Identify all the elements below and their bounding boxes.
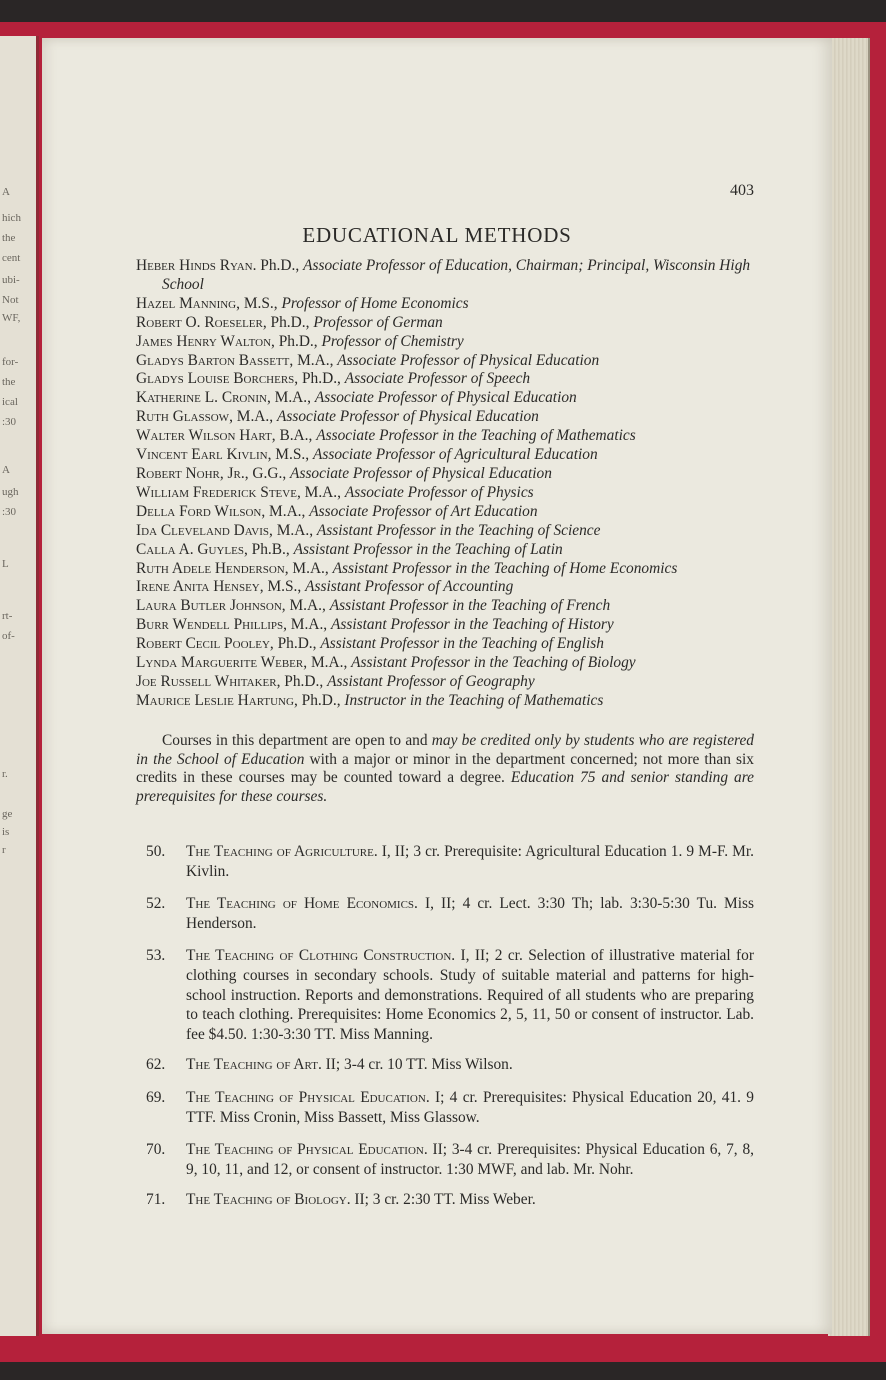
faculty-entry (136, 616, 764, 635)
faculty-title: Assistant Professor in the Teaching of Latin (293, 540, 563, 558)
faculty-name: Katherine L. Cronin (136, 389, 267, 407)
faculty-list (136, 257, 764, 711)
faculty-title: Associate Professor of Physical Education (290, 464, 552, 482)
course-entry (146, 842, 754, 881)
faculty-title: Assistant Professor in the Teaching of Home Economics (332, 559, 678, 577)
course-number: 52. (146, 895, 166, 913)
faculty-degree: , M.A., (269, 521, 314, 539)
faculty-name: James Henry Walton (136, 332, 272, 350)
faculty-entry (136, 503, 764, 522)
faculty-degree: , M.S., (267, 446, 310, 464)
section-title: EDUCATIONAL METHODS (302, 223, 572, 247)
faculty-name: William Frederick Steve (136, 483, 297, 501)
faculty-name: Robert O. Roeseler (136, 313, 263, 331)
faculty-title: Assistant Professor in the Teaching of History (331, 616, 614, 634)
course-entry (146, 1140, 754, 1179)
faculty-title: Associate Professor in the Teaching of Mathematics (316, 427, 636, 445)
previous-page-text: WF, (2, 312, 21, 324)
faculty-title: Assistant Professor in the Teaching of Science (316, 521, 601, 539)
faculty-title: Professor of Home Economics (281, 294, 469, 312)
previous-page-text: the (2, 376, 16, 388)
course-details: II; 3 cr. 2:30 TT. Miss Weber. (350, 1191, 536, 1209)
course-number: 62. (146, 1056, 166, 1074)
previous-page-text: for- (2, 356, 19, 368)
faculty-name: Gladys Barton Bassett (136, 351, 290, 369)
course-entry (146, 1055, 754, 1075)
faculty-title: Associate Professor of Physical Education (314, 389, 577, 407)
faculty-entry (136, 578, 764, 597)
faculty-degree: , M.A., (303, 654, 348, 672)
note-text: Courses in this department are open to and (162, 732, 432, 749)
book-page (42, 38, 832, 1334)
course-title: The Teaching of Biology. (186, 1191, 351, 1209)
faculty-entry (136, 692, 764, 711)
faculty-name: Vincent Earl Kivlin (136, 446, 268, 464)
course-entry (146, 894, 754, 933)
faculty-name: Robert Cecil Pooley (136, 635, 270, 653)
faculty-degree: , Ph.D., (271, 332, 318, 350)
course-number: 50. (146, 843, 166, 860)
course-title: The Teaching of Art. (186, 1056, 322, 1074)
previous-page-text: :30 (2, 416, 17, 428)
course-details: II; 3-4 cr. Prerequisites: Physical Education 6, 7, 8, 9, 10, 11, and 12, or consent of instructor. 1:30 MWF, and lab. Mr. Nohr. (186, 1141, 754, 1178)
faculty-title: Assistant Professor in the Teaching of French (329, 597, 611, 615)
faculty-entry (136, 484, 764, 503)
previous-page-text: hich (2, 212, 21, 224)
faculty-degree: , M.A., (266, 389, 311, 407)
faculty-name: Burr Wendell Phillips (136, 616, 284, 634)
course-title: The Teaching of Physical Education. (186, 1088, 430, 1106)
faculty-entry (136, 352, 764, 371)
previous-page-text: :30 (2, 506, 17, 518)
faculty-entry (136, 560, 764, 579)
previous-page-text: A (2, 464, 10, 476)
course-title: The Teaching of Physical Education. (186, 1141, 428, 1159)
faculty-degree: , M.S., (259, 578, 302, 596)
course-details: I, II; 4 cr. Lect. 3:30 Th; lab. 3:30-5:30 Tu. Miss Henderson. (186, 895, 754, 932)
previous-page-text: L (2, 558, 9, 570)
previous-page-edge (0, 36, 39, 1336)
faculty-entry (136, 597, 764, 616)
faculty-entry (136, 370, 764, 389)
faculty-degree: , M.A., (284, 559, 329, 577)
previous-page-text: ge (2, 808, 13, 820)
faculty-title: Associate Professor of Agricultural Education (312, 446, 598, 464)
faculty-name: Ida Cleveland Davis (136, 521, 269, 539)
previous-page-text: ugh (2, 486, 19, 498)
course-number: 71. (146, 1191, 166, 1209)
faculty-entry (136, 541, 764, 560)
course-entry (146, 1088, 754, 1127)
faculty-name: Ruth Glassow (136, 408, 230, 426)
faculty-title: Assistant Professor in the Teaching of English (320, 635, 604, 653)
faculty-entry (136, 446, 764, 465)
previous-page-text: cent (2, 252, 21, 264)
faculty-name: Irene Anita Hensey (136, 578, 260, 596)
faculty-title: Professor of German (313, 313, 443, 331)
faculty-title: Professor of Chemistry (321, 332, 464, 350)
note-emphasis: may be credited only by students who are registered in the School of Education (136, 732, 754, 768)
faculty-entry (136, 408, 764, 427)
faculty-degree: , M.A., (289, 351, 334, 369)
previous-page-text: ubi- (2, 274, 20, 286)
course-details: I; 4 cr. Prerequisites: Physical Education 20, 41. 9 TTF. Miss Cronin, Miss Bassett, Miss Glassow. (186, 1088, 754, 1126)
faculty-entry (136, 389, 764, 408)
faculty-name: Walter Wilson Hart (136, 427, 272, 445)
page-number: 403 (730, 182, 754, 199)
faculty-degree: , Ph.D., (293, 691, 341, 709)
faculty-degree: , M.A., (229, 408, 274, 426)
faculty-degree: , M.A., (261, 502, 306, 520)
faculty-degree: , Ph.D., (269, 635, 317, 653)
course-details: I, II; 3 cr. Prerequisite: Agricultural Education 1. 9 M-F. Mr. Kivlin. (186, 843, 754, 880)
faculty-name: Calla A. Guyles (136, 540, 244, 558)
faculty-title: Assistant Professor of Accounting (305, 578, 514, 596)
previous-page-text: of- (2, 630, 15, 642)
course-number: 70. (146, 1141, 166, 1159)
previous-page-text: Not (2, 294, 19, 306)
course-title: The Teaching of Agriculture. (186, 843, 378, 860)
faculty-name: Heber Hinds Ryan (136, 257, 253, 274)
course-number: 69. (146, 1088, 166, 1106)
faculty-degree: , G.G., (244, 464, 287, 482)
faculty-title: Assistant Professor in the Teaching of Biology (351, 654, 636, 672)
faculty-degree: , M.A., (281, 597, 326, 615)
faculty-entry (136, 654, 764, 673)
faculty-name: Hazel Manning (136, 294, 237, 312)
previous-page-text: r. (2, 768, 8, 780)
faculty-degree: , Ph.D., (262, 313, 310, 331)
faculty-entry (136, 522, 764, 541)
faculty-degree: , M.S., (236, 294, 278, 312)
course-entry (146, 1190, 754, 1210)
faculty-entry (136, 333, 764, 352)
course-list (146, 842, 754, 1210)
faculty-name: Joe Russell Whitaker (136, 672, 277, 690)
faculty-title: Assistant Professor of Geography (327, 672, 535, 690)
faculty-degree: , M.A., (296, 483, 341, 501)
faculty-title: Associate Professor of Physical Education (276, 408, 539, 426)
note-prerequisite: Education 75 and senior standing are prerequisites for these courses. (136, 769, 754, 805)
faculty-title: Associate Professor of Physical Education (337, 351, 600, 369)
faculty-title: Instructor in the Teaching of Mathematics (344, 691, 604, 709)
faculty-degree: , Ph.B., (243, 540, 290, 558)
faculty-title: Associate Professor of Art Education (309, 502, 538, 520)
faculty-name: Maurice Leslie Hartung (136, 691, 294, 709)
faculty-entry (136, 257, 764, 295)
faculty-name: Ruth Adele Henderson (136, 559, 285, 577)
faculty-degree: . Ph.D., (252, 257, 300, 274)
page-edges (828, 38, 870, 1336)
faculty-name: Della Ford Wilson (136, 502, 262, 520)
faculty-title: Associate Professor of Physics (344, 483, 534, 501)
faculty-entry (136, 427, 764, 446)
faculty-degree: , B.A., (271, 427, 313, 445)
course-details: II; 3-4 cr. 10 TT. Miss Wilson. (321, 1056, 513, 1074)
course-title: The Teaching of Clothing Construction. (186, 947, 456, 965)
previous-page-text: r (2, 844, 6, 856)
faculty-degree: , Ph.D., (294, 370, 341, 388)
previous-page-text: A (2, 186, 10, 198)
faculty-entry (136, 635, 764, 654)
faculty-entry (136, 465, 764, 484)
faculty-name: Robert Nohr, Jr. (136, 464, 245, 482)
faculty-entry (136, 295, 764, 314)
faculty-degree: , M.A., (283, 616, 328, 634)
faculty-title: Associate Professor of Speech (344, 370, 531, 388)
previous-page-text: is (2, 826, 10, 838)
faculty-name: Gladys Louise Borchers (136, 370, 295, 388)
faculty-name: Lynda Marguerite Weber (136, 654, 304, 672)
faculty-entry (136, 314, 764, 333)
faculty-entry (136, 673, 764, 692)
previous-page-text: rt- (2, 610, 13, 622)
faculty-name: Laura Butler Johnson (136, 597, 282, 615)
previous-page-text: the (2, 232, 16, 244)
faculty-degree: , Ph.D., (276, 672, 324, 690)
course-entry (146, 946, 754, 1044)
previous-page-text: ical (2, 396, 18, 408)
course-title: The Teaching of Home Economics. (186, 895, 418, 913)
course-number: 53. (146, 947, 166, 965)
department-note (136, 732, 754, 806)
note-text: with a major or minor in the department concerned; not more than six credits in these courses may be counted toward a degree. (136, 750, 754, 787)
course-details: I, II; 2 cr. Selection of illustrative material for clothing courses in secondary schools. Study of suitable material and patterns for high-school instruction. Reports and demonstrations. Required of all students who are preparing to teach clothing. Prerequisites: Home Economics 2, 5, 11, 50 or consent of instructor. Lab. fee $4.50. 1:30-3:30 TT. Miss Manning. (186, 947, 754, 1043)
faculty-title: Associate Professor of Education, Chairman; Principal, Wisconsin High School (162, 257, 751, 293)
